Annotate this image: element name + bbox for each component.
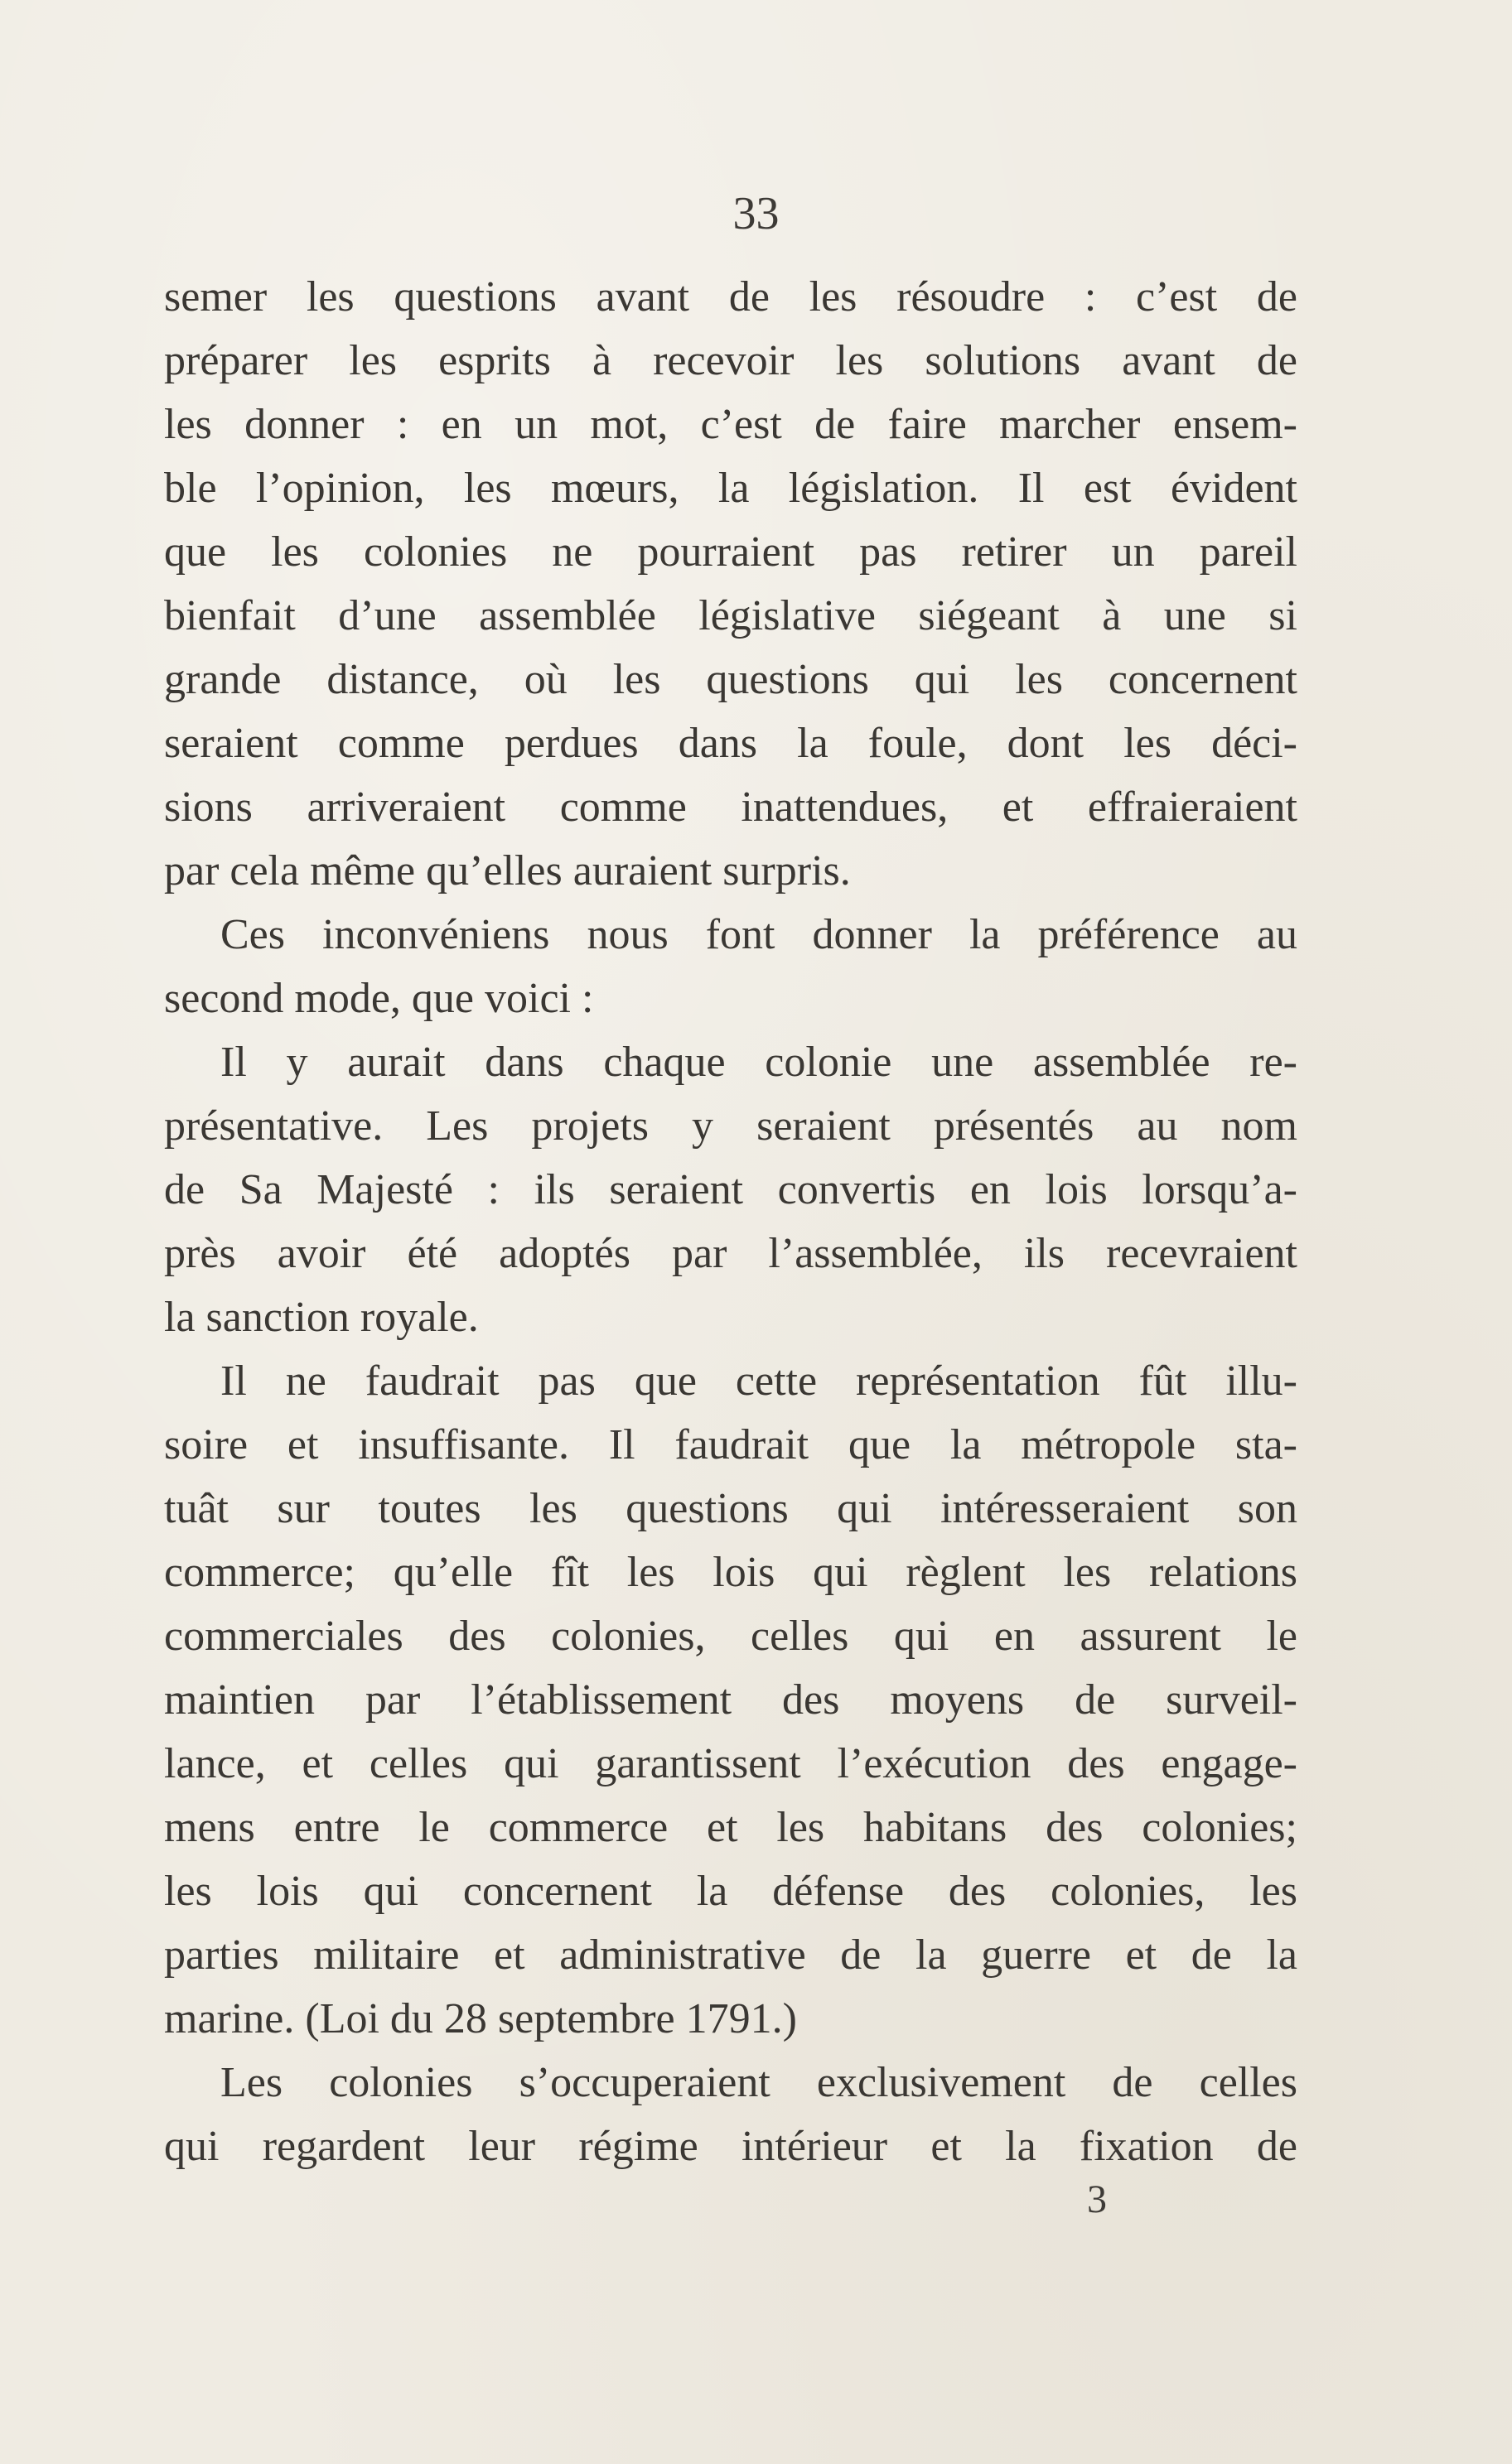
text-line: Il ne faudrait pas que cette représentation fût illu- — [220, 1357, 1297, 1405]
text-line: préparer les esprits à recevoir les solutions avant de — [164, 337, 1297, 384]
text-line: les donner : en un mot, c’est de faire marcher ensem- — [164, 401, 1297, 448]
text-line: commerce; qu’elle fît les lois qui règlent les relations — [164, 1549, 1297, 1596]
page-number: 33 — [732, 188, 780, 239]
text-line: que les colonies ne pourraient pas retirer un pareil — [164, 528, 1297, 576]
text-line: près avoir été adoptés par l’assemblée, ils recevraient — [164, 1230, 1297, 1277]
text-line: marine. (Loi du 28 septembre 1791.) — [164, 1995, 797, 2042]
text-line: ble l’opinion, les mœurs, la législation. Il est évident — [164, 465, 1297, 512]
body-text — [164, 265, 1297, 2178]
text-line: soire et insuffisante. Il faudrait que la métropole sta- — [164, 1421, 1297, 1468]
text-line: de Sa Majesté : ils seraient convertis en lois lorsqu’a- — [164, 1166, 1297, 1213]
text-line: mens entre le commerce et les habitans des colonies; — [164, 1804, 1297, 1851]
text-line: commerciales des colonies, celles qui en assurent le — [164, 1613, 1297, 1660]
text-line: grande distance, où les questions qui les concernent — [164, 656, 1297, 703]
text-line: Les colonies s’occuperaient exclusivement de celles — [220, 2059, 1297, 2106]
text-line: la sanction royale. — [164, 1294, 479, 1341]
text-line: Il y aurait dans chaque colonie une assemblée re- — [220, 1039, 1297, 1086]
text-line: second mode, que voici : — [164, 975, 594, 1022]
text-line: parties militaire et administrative de la guerre et de la — [164, 1931, 1297, 1979]
text-line: par cela même qu’elles auraient surpris. — [164, 847, 851, 894]
text-line: Ces inconvéniens nous font donner la préférence au — [220, 911, 1297, 958]
text-line: lance, et celles qui garantissent l’exécution des engage- — [164, 1740, 1297, 1787]
text-line: présentative. Les projets y seraient présentés au nom — [164, 1102, 1297, 1150]
text-line: maintien par l’établissement des moyens de surveil- — [164, 1676, 1297, 1724]
text-line: les lois qui concernent la défense des colonies, les — [164, 1868, 1297, 1915]
text-line: qui regardent leur régime intérieur et la fixation de — [164, 2123, 1297, 2170]
signature-mark: 3 — [1087, 2177, 1107, 2221]
text-line: bienfait d’une assemblée législative siégeant à une si — [164, 592, 1297, 639]
text-line: tuât sur toutes les questions qui intéresseraient son — [164, 1485, 1297, 1532]
text-line: semer les questions avant de les résoudre : c’est de — [164, 273, 1297, 321]
text-line: sions arriveraient comme inattendues, et effraieraient — [164, 784, 1297, 831]
text-line: seraient comme perdues dans la foule, dont les déci- — [164, 720, 1297, 767]
